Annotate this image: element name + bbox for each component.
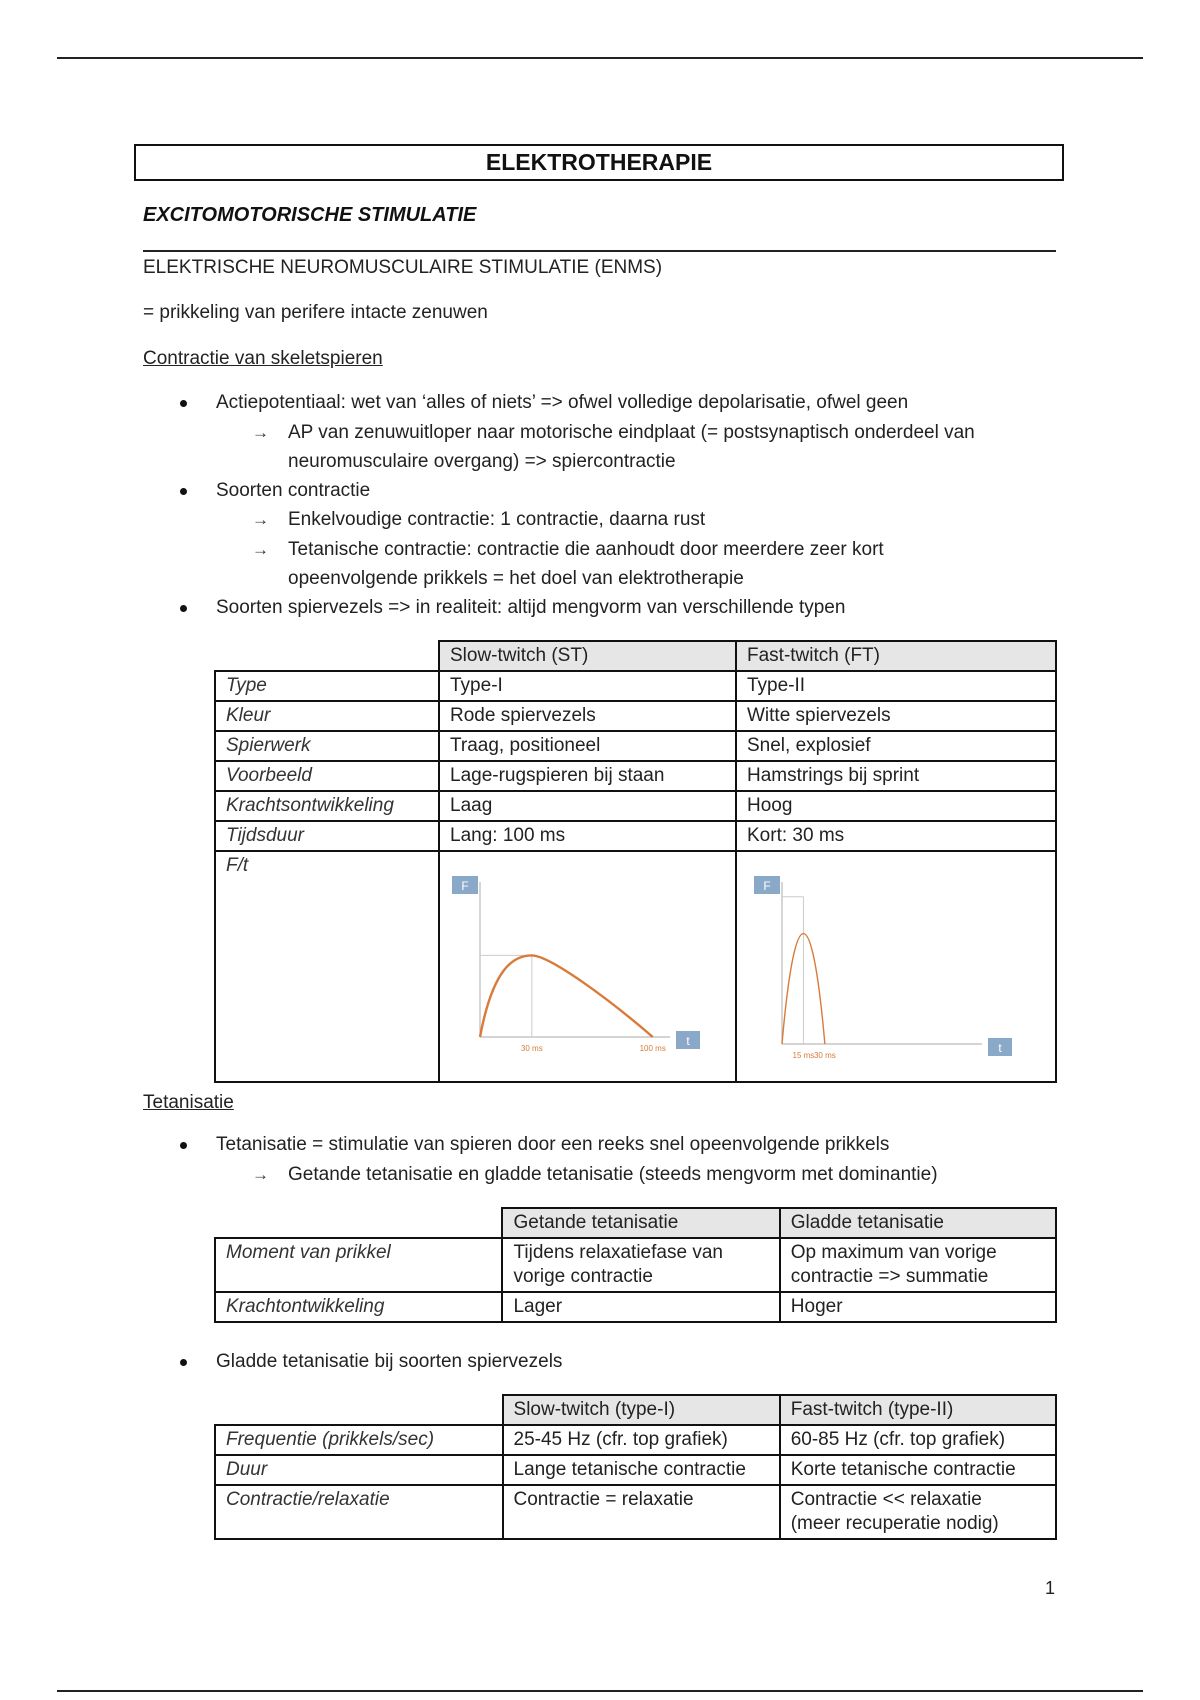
table-row	[215, 1238, 1056, 1292]
table-corner	[215, 1208, 502, 1238]
table-cell: 25-45 Hz (cfr. top grafiek)	[503, 1425, 780, 1455]
subsection-heading: ELEKTRISCHE NEUROMUSCULAIRE STIMULATIE (ENMS)	[143, 257, 663, 278]
x-tick-label: 15 ms	[792, 1051, 815, 1060]
table-row	[215, 701, 1056, 731]
smooth-tetanisation-table	[214, 1394, 1057, 1540]
sub-bullet-text: Enkelvoudige contractie: 1 contractie, daarna rust	[288, 509, 706, 530]
table-header: Gladde tetanisatie	[780, 1208, 1056, 1238]
arrow-icon: →	[252, 540, 269, 559]
table-cell: Hoog	[736, 791, 1056, 821]
arrow-icon: →	[252, 510, 269, 529]
row-label: Kleur	[215, 701, 439, 731]
sub-bullet-line: neuromusculaire overgang) => spiercontractie	[288, 451, 676, 472]
cell-line: Tijdens relaxatiefase van	[513, 1242, 723, 1263]
section-heading: EXCITOMOTORISCHE STIMULATIE	[143, 204, 477, 226]
cell-line: vorige contractie	[513, 1266, 653, 1287]
header-rule	[57, 57, 1143, 59]
cell-line: (meer recuperatie nodig)	[790, 1513, 999, 1534]
cell-line: contractie => summatie	[790, 1266, 989, 1287]
table-cell: Rode spiervezels	[439, 701, 736, 731]
row-label: Type	[215, 671, 439, 701]
table-header: Slow-twitch (type-I)	[503, 1395, 780, 1425]
table-row	[215, 821, 1056, 851]
table-cell: Snel, explosief	[736, 731, 1056, 761]
table-cell: Type-II	[736, 671, 1056, 701]
table-header: Getande tetanisatie	[502, 1208, 779, 1238]
table-cell: Hamstrings bij sprint	[736, 761, 1056, 791]
fiber-type-table	[214, 640, 1057, 1083]
table-corner	[215, 1395, 503, 1425]
table-row	[215, 671, 1056, 701]
chart-cell-fast	[736, 851, 1056, 1082]
table-row	[215, 791, 1056, 821]
table-cell: Hoger	[780, 1292, 1056, 1322]
definition-text: = prikkeling van perifere intacte zenuwen	[143, 302, 488, 323]
row-label: Tijdsduur	[215, 821, 439, 851]
table-cell: Lager	[502, 1292, 779, 1322]
bullet-text: Tetanisatie = stimulatie van spieren door een reeks snel opeenvolgende prikkels	[216, 1134, 890, 1155]
page-number: 1	[1045, 1578, 1056, 1598]
sub-bullet-text: Getande tetanisatie en gladde tetanisatie (steeds mengvorm met dominantie)	[288, 1164, 938, 1185]
x-tick-label: 30 ms	[813, 1051, 836, 1060]
table-cell: Kort: 30 ms	[736, 821, 1056, 851]
table-row	[215, 1485, 1056, 1539]
table-corner	[215, 641, 439, 671]
tetanisation-table	[214, 1207, 1057, 1323]
cell-line: Contractie << relaxatie	[790, 1489, 982, 1510]
bullet-text: Soorten contractie	[216, 480, 371, 501]
table-header: Fast-twitch (FT)	[736, 641, 1056, 671]
row-label: Krachtontwikkeling	[215, 1292, 502, 1322]
table-cell: Lage-rugspieren bij staan	[439, 761, 736, 791]
table-header: Fast-twitch (type-II)	[780, 1395, 1056, 1425]
table-header: Slow-twitch (ST)	[439, 641, 736, 671]
sub-bullet-text	[288, 418, 975, 476]
sub-bullet-text	[288, 535, 884, 593]
footer-rule	[57, 1690, 1143, 1692]
bullet-dot	[180, 400, 187, 407]
arrow-icon: →	[252, 423, 269, 442]
bullet-dot	[180, 1142, 187, 1149]
table-row	[215, 1455, 1056, 1485]
table-row	[215, 731, 1056, 761]
table-header-row	[215, 641, 1056, 671]
bullet-dot	[180, 488, 187, 495]
contraction-heading: Contractie van skeletspieren	[143, 348, 383, 369]
row-label: Voorbeeld	[215, 761, 439, 791]
x-axis-label: t	[686, 1034, 690, 1048]
table-cell: Witte spiervezels	[736, 701, 1056, 731]
table-cell: Contractie = relaxatie	[503, 1485, 780, 1539]
tetanisatie-heading: Tetanisatie	[143, 1092, 234, 1113]
row-label: Frequentie (prikkels/sec)	[215, 1425, 503, 1455]
series-line	[480, 955, 653, 1037]
table-cell: Korte tetanische contractie	[780, 1455, 1056, 1485]
table-cell: Laag	[439, 791, 736, 821]
page-title: ELEKTROTHERAPIE	[134, 144, 1064, 181]
fast-twitch-chart	[737, 852, 1055, 1074]
sub-bullet-line: opeenvolgende prikkels = het doel van elektrotherapie	[288, 568, 744, 589]
table-header-row	[215, 1395, 1056, 1425]
table-row	[215, 1425, 1056, 1455]
slow-twitch-chart	[440, 852, 735, 1074]
cell-line: Op maximum van vorige	[790, 1242, 997, 1263]
row-label: Duur	[215, 1455, 503, 1485]
bullet-dot	[180, 1359, 187, 1366]
x-tick-label: 30 ms	[520, 1044, 543, 1053]
row-label: F/t	[215, 851, 439, 1082]
table-row	[215, 761, 1056, 791]
y-axis-label: F	[763, 879, 771, 893]
table-cell: Lang: 100 ms	[439, 821, 736, 851]
table-cell: Traag, positioneel	[439, 731, 736, 761]
table-cell: 60-85 Hz (cfr. top grafiek)	[780, 1425, 1056, 1455]
x-tick-label: 100 ms	[639, 1044, 666, 1053]
x-axis-label: t	[998, 1041, 1002, 1055]
chart-cell-slow	[439, 851, 736, 1082]
table-cell	[502, 1238, 779, 1292]
sub-bullet-line: AP van zenuwuitloper naar motorische eindplaat (= postsynaptisch onderdeel van	[288, 422, 975, 443]
row-label: Spierwerk	[215, 731, 439, 761]
table-cell: Lange tetanische contractie	[503, 1455, 780, 1485]
bullet-text: Gladde tetanisatie bij soorten spiervezels	[216, 1351, 563, 1372]
y-axis-label: F	[461, 879, 469, 893]
arrow-icon: →	[252, 1165, 269, 1184]
table-row	[215, 1292, 1056, 1322]
row-label: Moment van prikkel	[215, 1238, 502, 1292]
table-cell	[780, 1238, 1056, 1292]
table-cell: Type-I	[439, 671, 736, 701]
bullet-dot	[180, 605, 187, 612]
bullet-text: Soorten spiervezels => in realiteit: altijd mengvorm van verschillende typen	[216, 597, 846, 618]
bullet-text: Actiepotentiaal: wet van ‘alles of niets’ => ofwel volledige depolarisatie, ofwel geen	[216, 392, 909, 413]
table-cell	[780, 1485, 1056, 1539]
row-label: Contractie/relaxatie	[215, 1485, 503, 1539]
sub-bullet-line: Tetanische contractie: contractie die aanhoudt door meerdere zeer kort	[288, 539, 884, 560]
table-header-row	[215, 1208, 1056, 1238]
row-label: Krachtsontwikkeling	[215, 791, 439, 821]
section-rule	[143, 250, 1056, 252]
table-row-chart	[215, 851, 1056, 1082]
